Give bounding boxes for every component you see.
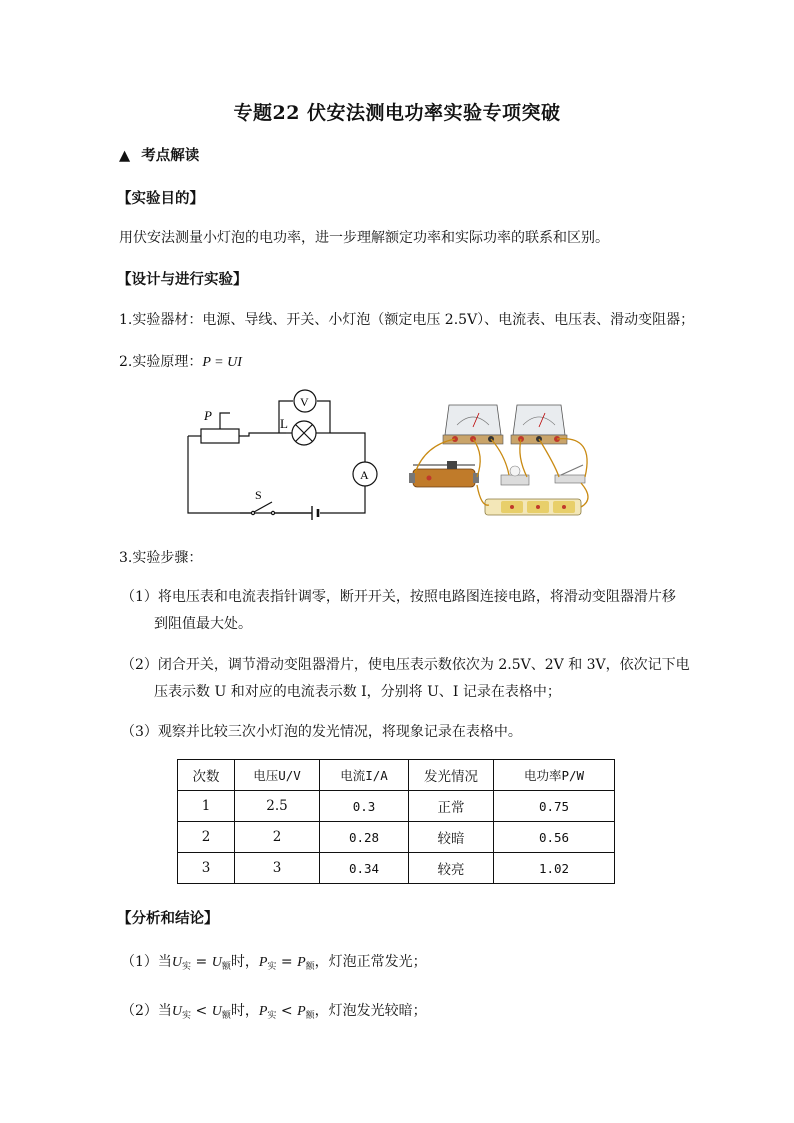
steps-label: 3.实验步骤： — [119, 550, 203, 566]
table-header-cell: 电流I/A — [320, 760, 409, 791]
table-row — [178, 822, 615, 853]
ammeter-label: A — [360, 468, 369, 482]
table-row — [178, 791, 615, 822]
principle-formula: P = UI — [202, 355, 242, 370]
table-cell: 1 — [178, 791, 235, 822]
rheostat-device — [409, 461, 479, 487]
voltmeter-device — [443, 405, 503, 444]
table-cell: 0.34 — [320, 853, 409, 884]
step1-line2: 到阻值最大处。 — [154, 616, 252, 632]
ammeter-device — [511, 405, 567, 444]
table-cell: 0.28 — [320, 822, 409, 853]
principle-label: 2.实验原理： — [119, 354, 203, 370]
section-header-label: 考点解读 — [141, 147, 200, 164]
table-cell: 0.3 — [320, 791, 409, 822]
triangle-icon: ▲ — [119, 147, 131, 164]
table-cell: 较暗 — [409, 822, 494, 853]
section-header — [119, 144, 199, 165]
table-cell: 正常 — [409, 791, 494, 822]
lamp-device — [501, 466, 529, 485]
switch-device — [555, 465, 585, 483]
table-cell: 3 — [178, 853, 235, 884]
switch-lever — [254, 502, 272, 512]
step2-line1: （2）闭合开关，调节滑动变阻器滑片，使电压表示数依次为 2.5V、2V 和 3V，依次记下电 — [121, 657, 690, 673]
purpose-text: 用伏安法测量小灯泡的电功率，进一步理解额定功率和实际功率的联系和区别。 — [119, 230, 609, 246]
table-header-cell: 电功率P/W — [494, 760, 615, 791]
switch-label: S — [255, 488, 262, 502]
page-title: 专题22 伏安法测电功率实验专项突破 — [233, 102, 561, 124]
table-cell: 0.56 — [494, 822, 615, 853]
step2-line2: 压表示数 U 和对应的电流表示数 I，分别将 U、I 记录在表格中； — [154, 684, 561, 700]
design-heading: 【设计与进行实验】 — [117, 271, 248, 288]
step3-text: （3）观察并比较三次小灯泡的发光情况，将现象记录在表格中。 — [121, 724, 522, 740]
principle-line — [119, 351, 242, 371]
table-cell: 2.5 — [235, 791, 320, 822]
table-cell: 3 — [235, 853, 320, 884]
table-cell: 2 — [235, 822, 320, 853]
table-header-cell: 次数 — [178, 760, 235, 791]
rheostat-slider — [220, 413, 230, 429]
voltmeter-label: V — [300, 395, 309, 409]
table-row — [178, 853, 615, 884]
battery-pack — [485, 499, 581, 515]
step1-line1: （1）将电压表和电流表指针调零，断开开关，按照电路图连接电路，将滑动变阻器滑片移 — [121, 589, 676, 605]
materials-text: 1.实验器材：电源、导线、开关、小灯泡（额定电压 2.5V）、电流表、电压表、滑动变阻器； — [119, 312, 695, 328]
table-cell: 0.75 — [494, 791, 615, 822]
analysis-heading: 【分析和结论】 — [117, 910, 219, 927]
results-table — [177, 759, 615, 884]
lamp-label: L — [280, 416, 288, 431]
table-cell: 1.02 — [494, 853, 615, 884]
table-header-cell: 发光情况 — [409, 760, 494, 791]
purpose-heading: 【实验目的】 — [117, 190, 204, 207]
rheostat-label: P — [204, 408, 212, 423]
apparatus-illustration — [405, 395, 610, 520]
rheostat-body — [201, 429, 239, 443]
conclusion-1: （1）当$U_实 = U_额$时，$P_实 = P_额$，灯泡正常发光； — [121, 954, 427, 972]
circuit-diagram — [180, 385, 380, 520]
conclusion-2: （2）当$U_实 < U_额$时，$P_实 < P_额$，灯泡发光较暗； — [121, 1003, 427, 1021]
table-header-row — [178, 760, 615, 791]
table-cell: 较亮 — [409, 853, 494, 884]
table-header-cell: 电压U/V — [235, 760, 320, 791]
table-cell: 2 — [178, 822, 235, 853]
